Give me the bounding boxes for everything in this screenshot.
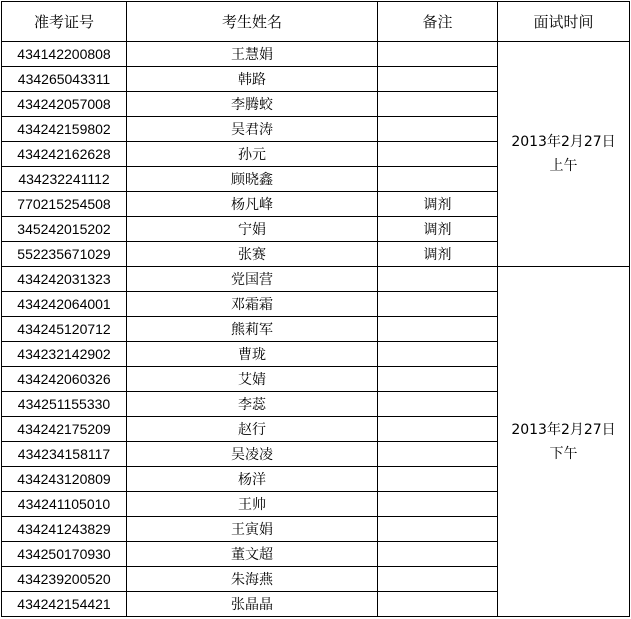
note-cell: [378, 117, 498, 142]
exam-id-cell: 434245120712: [2, 317, 127, 342]
exam-id-cell: 434265043311: [2, 67, 127, 92]
candidate-name-cell: 李腾蛟: [127, 92, 378, 117]
candidate-name-cell: 王慧娟: [127, 42, 378, 67]
exam-id-cell: 345242015202: [2, 217, 127, 242]
candidate-name-cell: 王帅: [127, 492, 378, 517]
note-cell: [378, 467, 498, 492]
interview-period: 上午: [549, 158, 578, 174]
interview-time-afternoon: [498, 267, 630, 617]
note-cell: [378, 492, 498, 517]
note-cell: [378, 392, 498, 417]
candidate-name-cell: 党国营: [127, 267, 378, 292]
candidate-name-cell: 宁娟: [127, 217, 378, 242]
exam-id-cell: 434241243829: [2, 517, 127, 542]
table-row: [2, 267, 630, 292]
exam-id-cell: 434242031323: [2, 267, 127, 292]
exam-id-cell: 770215254508: [2, 192, 127, 217]
exam-id-cell: 434242175209: [2, 417, 127, 442]
candidate-name-cell: 邓霜霜: [127, 292, 378, 317]
candidate-name-cell: 王寅娟: [127, 517, 378, 542]
candidate-name-cell: 孙元: [127, 142, 378, 167]
note-cell: [378, 317, 498, 342]
candidate-name-cell: 董文超: [127, 542, 378, 567]
candidate-name-cell: 顾晓鑫: [127, 167, 378, 192]
note-cell: [378, 67, 498, 92]
candidate-name-cell: 曹珑: [127, 342, 378, 367]
interview-schedule-table: [1, 1, 630, 617]
note-cell: [378, 42, 498, 67]
exam-id-cell: 434250170930: [2, 542, 127, 567]
exam-id-cell: 552235671029: [2, 242, 127, 267]
header-exam-id: 准考证号: [2, 2, 127, 42]
candidate-name-cell: 张赛: [127, 242, 378, 267]
note-cell: [378, 517, 498, 542]
table-body: [2, 42, 630, 617]
note-cell: [378, 542, 498, 567]
interview-period: 下午: [549, 445, 578, 462]
candidate-name-cell: 赵行: [127, 417, 378, 442]
note-cell: [378, 417, 498, 442]
candidate-name-cell: 杨凡峰: [127, 192, 378, 217]
header-interview-time: 面试时间: [498, 2, 630, 42]
exam-id-cell: 434243120809: [2, 467, 127, 492]
note-cell: [378, 342, 498, 367]
exam-id-cell: 434242060326: [2, 367, 127, 392]
exam-id-cell: 434242064001: [2, 292, 127, 317]
exam-id-cell: 434232142902: [2, 342, 127, 367]
table-row: [2, 42, 630, 67]
header-name: 考生姓名: [127, 2, 378, 42]
note-cell: [378, 92, 498, 117]
candidate-name-cell: 吴君涛: [127, 117, 378, 142]
note-cell: [378, 367, 498, 392]
note-cell: [378, 267, 498, 292]
note-cell: [378, 567, 498, 592]
note-cell: 调剂: [378, 242, 498, 267]
candidate-name-cell: 朱海燕: [127, 567, 378, 592]
interview-date: 2013年2月27日: [511, 134, 616, 150]
interview-date: 2013年2月27日: [511, 421, 616, 438]
candidate-name-cell: 艾婧: [127, 367, 378, 392]
exam-id-cell: 434142200808: [2, 42, 127, 67]
exam-id-cell: 434242159802: [2, 117, 127, 142]
header-note: 备注: [378, 2, 498, 42]
note-cell: [378, 592, 498, 617]
note-cell: [378, 292, 498, 317]
interview-time-morning: [498, 42, 630, 267]
exam-id-cell: 434251155330: [2, 392, 127, 417]
note-cell: [378, 167, 498, 192]
candidate-name-cell: 李蕊: [127, 392, 378, 417]
header-row: [2, 2, 630, 42]
exam-id-cell: 434242162628: [2, 142, 127, 167]
note-cell: 调剂: [378, 217, 498, 242]
exam-id-cell: 434232241112: [2, 167, 127, 192]
candidate-name-cell: 吴凌凌: [127, 442, 378, 467]
exam-id-cell: 434234158117: [2, 442, 127, 467]
candidate-name-cell: 杨洋: [127, 467, 378, 492]
exam-id-cell: 434242057008: [2, 92, 127, 117]
note-cell: [378, 142, 498, 167]
candidate-name-cell: 张晶晶: [127, 592, 378, 617]
exam-id-cell: 434241105010: [2, 492, 127, 517]
exam-id-cell: 434242154421: [2, 592, 127, 617]
note-cell: [378, 442, 498, 467]
candidate-name-cell: 韩路: [127, 67, 378, 92]
note-cell: 调剂: [378, 192, 498, 217]
candidate-name-cell: 熊莉军: [127, 317, 378, 342]
exam-id-cell: 434239200520: [2, 567, 127, 592]
